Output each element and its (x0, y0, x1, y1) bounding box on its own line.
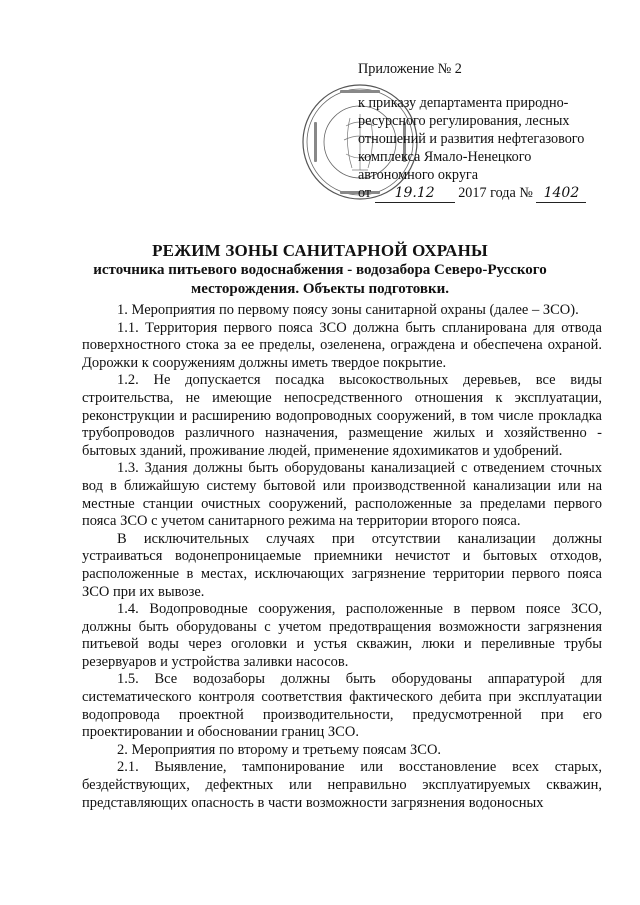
annex-line: к приказу департамента природно- (358, 95, 569, 111)
paragraph: В исключительных случаях при отсутствии канализации должны устраиваться водонепроницаемые приемники нечистот и бытовых отходов, расположенные в местах, исключающих загрязнение территории первого пояса ЗСО при их вывозе. (82, 530, 602, 600)
year-text: 2017 года (458, 185, 516, 201)
annex-line: ресурсного регулирования, лесных (358, 113, 570, 129)
paragraph: 1.5. Все водозаборы должны быть оборудованы аппаратурой для систематического контроля соответствия фактического дебита при эксплуатации водопровода проектной производительности, предусмотренной при его проектировании и обосновании границ ЗСО. (82, 671, 602, 741)
annex-line: комплекса Ямало-Ненецкого (358, 149, 532, 165)
annex-title: Приложение № 2 (358, 61, 462, 77)
paragraph: 1.4. Водопроводные сооружения, расположенные в первом поясе ЗСО, должны быть оборудованы с учетом предотвращения возможности загрязнения питьевой воды через оголовки и устья скважин, люки и переливные трубы резервуаров и устройства заливки насосов. (82, 601, 602, 670)
handwritten-date: 19.12 (375, 184, 455, 203)
title-main: РЕЖИМ ЗОНЫ САНИТАРНОЙ ОХРАНЫ (152, 241, 488, 260)
paragraph: 1.3. Здания должны быть оборудованы канализацией с отведением сточных вод в ближайшую систему бытовой или производственной канализации или на местные станции очистных сооружений, расположенные за пределами первого пояса ЗСО с учетом санитарного режима на территории второго пояса. (82, 460, 602, 530)
annex-block (358, 60, 628, 203)
paragraph: 1.1. Территория первого пояса ЗСО должна быть спланирована для отвода поверхностного стока за ее пределы, озеленена, ограждена и обеспечена охраной. Дорожки к сооружениям должны иметь твердое покрытие. (82, 319, 602, 371)
paragraph: 1.2. Не допускается посадка высокоствольных деревьев, все виды строительства, не имеющие непосредственного отношения к эксплуатации, реконструкции и расширению водопроводных сооружений, в том числе прокладка трубопроводов различного назначения, размещение жилых и хозяйственно - бытовых зданий, проживание людей, применение ядохимикатов и удобрений. (82, 372, 602, 459)
annex-line: отношений и развития нефтегазового (358, 131, 585, 147)
handwritten-number: 1402 (536, 184, 586, 203)
document-body (82, 302, 602, 812)
paragraph: 2. Мероприятия по второму и третьему поясам ЗСО. (117, 741, 442, 758)
annex-line: автономного округа (358, 167, 479, 183)
paragraph: 2.1. Выявление, тампонирование или восстановление всех старых, бездействующих, дефектных или неправильно эксплуатируемых скважин, представляющих опасность в части возможности загрязнения водоносных (82, 759, 602, 811)
from-label: от (358, 185, 372, 201)
title-sub: источника питьевого водоснабжения - водозабора Северо-Русского (93, 262, 547, 278)
number-label: № (519, 185, 533, 201)
paragraph: 1. Мероприятия по первому поясу зоны санитарной охраны (далее – ЗСО). (117, 302, 579, 318)
title-sub: месторождения. Объекты подготовки. (190, 281, 450, 297)
document-title (40, 240, 600, 299)
annex-date-line (358, 184, 628, 203)
